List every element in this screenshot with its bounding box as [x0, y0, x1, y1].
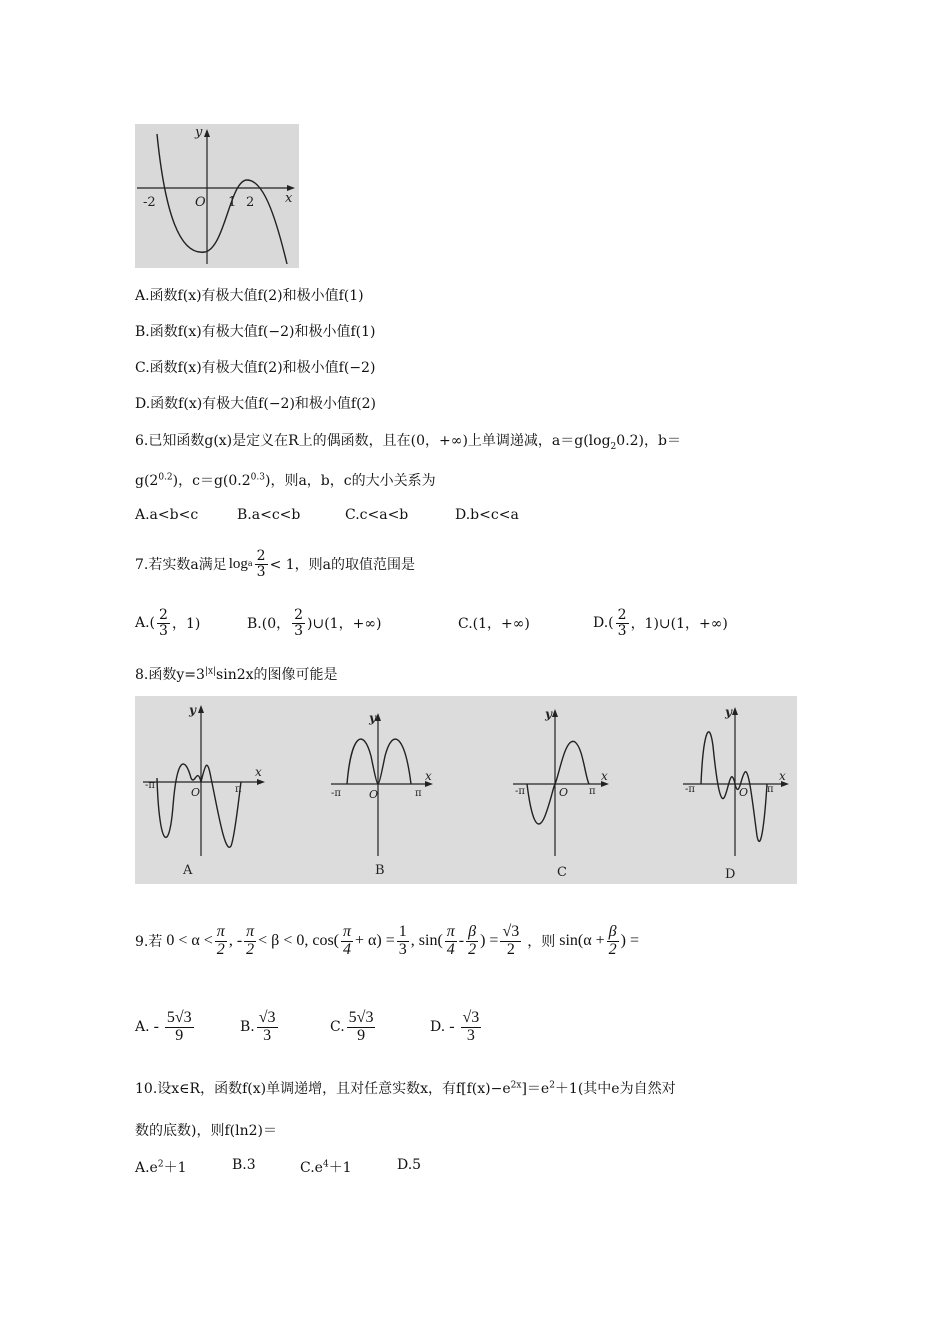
q9-opt-a-label: A. [135, 1019, 150, 1035]
q7-frac-num: 2 [256, 547, 266, 564]
q9-opt-d-sign: - [449, 1018, 455, 1035]
q9-three: 3 [398, 940, 407, 958]
q7-opt-d-pre: D.( [593, 615, 614, 631]
q9-opt-d-den: 3 [466, 1026, 475, 1044]
q9-prefix: 9.若 [135, 934, 163, 950]
q9-tail: ，则 [527, 934, 556, 950]
q7-opt-c-text: C.(1，+∞) [458, 616, 530, 632]
q6-stem-line2 [135, 470, 436, 490]
q9-frac-beta-2-b [607, 924, 619, 959]
q8-c-letter: C [557, 865, 567, 880]
q9-cond-e: , sin( [410, 932, 443, 949]
q9-opt-c-num: 5√3 [348, 1008, 374, 1026]
q6-exponent-1: 0.2 [158, 472, 173, 483]
q7-opt-b-frac [292, 608, 305, 638]
q7-stem: 7.若实数a满足 log a $\frac{2}{3}$ < 1，则a的取值范围是 [135, 547, 416, 580]
q9-opt-a-den: 9 [175, 1026, 184, 1044]
q8-panel-a [143, 703, 265, 878]
q9-stem [135, 916, 639, 966]
q7-opt-b-pre: B.(0， [247, 616, 291, 632]
q7-opt-a-den: 3 [159, 622, 168, 639]
q8-stem-text-a: 8.函数y=3 [135, 667, 205, 683]
q5-graph-figure [135, 124, 299, 268]
q9-opt-a-num: 5√3 [166, 1008, 192, 1026]
q8-panel-d [683, 705, 789, 882]
q9-cond-d: + α) = [355, 932, 395, 949]
q7-opt-b-den: 3 [294, 622, 304, 639]
q9-frac-beta-2-a [466, 924, 478, 959]
q8-c-neg-pi: -π [515, 786, 525, 797]
q6-line1-text-b: 0.2)，b＝ [616, 433, 681, 449]
q9-two-a: 2 [216, 940, 225, 958]
q9-opt-d-frac [461, 1010, 482, 1045]
q8-a-neg-pi: -π [145, 780, 155, 791]
q10-line1-text-a: 10.设x∈R，函数f(x)单调递增，且对任意实数x，有f[f(x)−e [135, 1081, 511, 1097]
q9-opt-b-frac [257, 1010, 278, 1045]
q8-a-y-label: y [189, 703, 196, 717]
q6-line2-text-b: )，c＝g(0.2 [172, 473, 251, 489]
q7-opt-a-num: 2 [159, 606, 168, 623]
q10-opt-c-sup: 4 [322, 1159, 329, 1170]
q7-frac-den: 3 [256, 563, 266, 580]
q6-option-c: C.c<a<b [345, 507, 409, 523]
q6-line2-text-a: g(2 [135, 473, 159, 489]
q10-exponent-1: 2x [510, 1080, 522, 1091]
q7-opt-a-frac [157, 608, 170, 638]
q10-stem-line1 [135, 1078, 676, 1098]
q9-two-d: 2 [506, 940, 515, 958]
q7-opt-b-num: 2 [294, 606, 304, 623]
q9-opt-b-den: 3 [263, 1026, 272, 1044]
q8-graphs-figure [135, 696, 797, 884]
q7-option-d [593, 601, 728, 645]
q9-opt-b-label: B. [240, 1019, 255, 1035]
q7-opt-a-post: ，1) [171, 616, 201, 632]
q5-x-label: x [285, 191, 293, 206]
q9-opt-c-frac [347, 1010, 376, 1045]
q9-beta-b: β [608, 922, 617, 940]
q8-b-pi: π [415, 788, 422, 799]
q8-c-y-label: y [545, 707, 552, 721]
q9-pi-c: π [343, 922, 352, 940]
q6-line1-text-a: 6.已知函数g(x)是定义在R上的偶函数，且在(0，+∞)上单调递减，a＝g(log [135, 433, 611, 449]
q9-two-e: 2 [608, 940, 617, 958]
q6-line2-text-c: )，则a，b，c的大小关系为 [265, 473, 436, 489]
q5-tick-2: 2 [246, 195, 255, 210]
q10-option-d: D.5 [397, 1157, 422, 1173]
q9-option-a [135, 1002, 196, 1052]
q7-stem-text-b: < 1，则a的取值范围是 [269, 557, 416, 573]
q9-frac-1-3 [397, 924, 409, 959]
q9-cond-b: , - [228, 932, 243, 949]
q10-stem-line2: 数的底数)，则f(ln2)＝ [135, 1123, 277, 1139]
q7-opt-d-num: 2 [617, 606, 627, 623]
q6-stem-line1 [135, 430, 681, 450]
q7-fraction [255, 549, 268, 579]
q10-option-c [300, 1157, 352, 1177]
q9-pi-a: π [216, 922, 225, 940]
q10-line1-text-c: ＋1(其中e为自然对 [554, 1081, 676, 1097]
q8-panel-b [331, 711, 433, 878]
q9-cond-g: ) = [480, 932, 499, 949]
q8-b-letter: B [375, 863, 385, 878]
q8-graphs-svg [135, 696, 797, 884]
q6-option-b: B.a<c<b [237, 507, 301, 523]
q8-panel-c [513, 707, 609, 880]
q5-option-a: A.函数f(x)有极大值f(2)和极小值f(1) [135, 288, 364, 304]
q9-cond-a: 0 < α < [166, 932, 213, 949]
q10-opt-a-a: A.e [135, 1160, 158, 1176]
q9-pi-d: π [446, 922, 455, 940]
q8-b-x-label: x [425, 769, 432, 783]
q5-option-c: C.函数f(x)有极大值f(2)和极小值f(−2) [135, 360, 376, 376]
q5-origin-label: O [195, 195, 206, 210]
q8-d-y-label: y [725, 705, 732, 719]
q9-opt-d-label: D. [430, 1019, 446, 1035]
q9-ask-a: sin(α + [559, 932, 605, 949]
q8-b-neg-pi: -π [331, 788, 341, 799]
q9-frac-pi-4-b [445, 924, 457, 959]
q8-d-origin: O [739, 786, 749, 799]
q10-opt-c-a: C.e [300, 1160, 323, 1176]
q8-b-y-label: y [369, 711, 376, 725]
q9-frac-pi-2-a [215, 924, 227, 959]
q8-c-origin: O [559, 786, 569, 799]
q9-ask-b: ) = [620, 932, 639, 949]
q6-log-base: 2 [610, 441, 617, 452]
q5-option-d: D.函数f(x)有极大值f(−2)和极小值f(2) [135, 396, 376, 412]
q7-opt-d-den: 3 [617, 622, 627, 639]
q8-d-x-label: x [779, 769, 786, 783]
q8-a-pi: π [235, 784, 242, 795]
q9-two-c: 2 [468, 940, 477, 958]
q9-four-b: 4 [446, 940, 455, 958]
q8-a-x-label: x [255, 765, 262, 779]
q10-opt-a-sup: 2 [157, 1159, 164, 1170]
q6-exponent-2: 0.3 [250, 472, 265, 483]
q8-c-x-label: x [601, 769, 608, 783]
q5-graph-svg [135, 124, 299, 268]
q8-d-pi: π [767, 784, 774, 795]
q8-b-origin: O [369, 788, 379, 801]
q10-exponent-2: 2 [549, 1080, 555, 1091]
q9-cond-f: - [458, 932, 465, 949]
q6-option-a: A.a<b<c [135, 507, 199, 523]
q8-a-letter: A [183, 863, 193, 878]
q8-c-pi: π [589, 786, 596, 797]
q10-opt-c-b: ＋1 [328, 1160, 352, 1176]
q9-opt-a-sign: - [153, 1018, 159, 1035]
q9-two-b: 2 [246, 940, 255, 958]
q9-opt-b-num: √3 [258, 1008, 276, 1026]
q9-frac-pi-2-b [244, 924, 256, 959]
q9-pi-b: π [246, 922, 255, 940]
q7-stem-text-a: 7.若实数a满足 [135, 557, 227, 573]
q8-stem [135, 664, 338, 684]
q9-beta-a: β [468, 922, 477, 940]
q8-stem-text-b: sin2x的图像可能是 [216, 667, 338, 683]
q9-option-d [430, 1002, 483, 1052]
q9-opt-a-frac [165, 1010, 194, 1045]
q5-tick-1: 1 [228, 195, 237, 210]
q10-option-a [135, 1157, 187, 1177]
q9-opt-c-den: 9 [357, 1026, 366, 1044]
q9-opt-c-label: C. [330, 1019, 345, 1035]
q5-tick-neg2: -2 [143, 195, 156, 210]
q7-opt-d-frac [616, 608, 629, 638]
q7-option-b [247, 601, 381, 645]
q9-opt-d-num: √3 [462, 1008, 480, 1026]
q10-line1-text-b: ]＝e [521, 1081, 550, 1097]
q8-exponent: |x| [204, 666, 217, 677]
q5-option-b: B.函数f(x)有极大值f(−2)和极小值f(1) [135, 324, 376, 340]
q9-one: 1 [398, 922, 407, 940]
q9-sqrt3: √3 [502, 922, 520, 940]
q7-opt-b-post: )∪(1，+∞) [307, 616, 382, 632]
q7-opt-a-pre: A.( [135, 615, 156, 631]
q9-option-b [240, 1002, 280, 1052]
q7-option-a [135, 601, 200, 645]
q9-frac-sqrt3-2 [500, 924, 521, 959]
q9-option-c [330, 1002, 377, 1052]
q8-d-neg-pi: -π [685, 784, 695, 795]
q8-d-letter: D [725, 867, 736, 882]
q7-opt-d-post: ，1)∪(1，+∞) [630, 616, 728, 632]
q7-log: log [228, 555, 248, 572]
q8-a-origin: O [191, 786, 201, 799]
q10-opt-a-b: ＋1 [163, 1160, 187, 1176]
q5-y-label: y [195, 125, 203, 140]
q6-option-d: D.b<c<a [455, 507, 519, 523]
q9-four-a: 4 [343, 940, 351, 958]
q10-option-b: B.3 [232, 1157, 256, 1173]
q9-frac-pi-4-a [341, 924, 353, 959]
q7-option-c [458, 601, 530, 645]
q9-cond-c: < β < 0, cos( [258, 932, 339, 949]
